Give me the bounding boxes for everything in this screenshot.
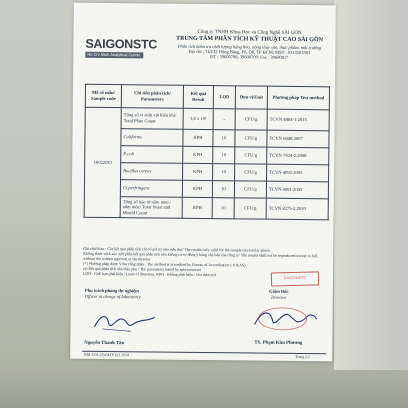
result-cell: 1,6 x 10² <box>183 108 213 129</box>
param-cell: E.coli <box>121 146 183 164</box>
note-line: Ghi chú/Note : Các kết quả phân tích chỉ có giá trị trên mẫu thử/ The results only valid for the sample received at above. <box>83 246 271 253</box>
unit-cell: CFU/g <box>235 147 267 164</box>
header-sample-code: Mã số mẫu/ Sample code <box>85 84 121 107</box>
param-cell: Bacillus cereus <box>121 163 183 181</box>
result-cell: KPH <box>183 146 213 163</box>
method-cell: TCVN 6848:2007 <box>267 130 329 148</box>
method-cell: TCVN 4991:2005 <box>266 181 328 199</box>
sample-code-cell: 10022DO <box>84 107 121 217</box>
header-lod: LOD <box>213 86 235 109</box>
result-cell: KPH <box>182 180 212 197</box>
unit-cell: CFU/g <box>235 130 267 147</box>
method-cell: TCVN 4884-1:2015 <box>267 109 329 131</box>
lod-cell: 10 <box>213 147 235 164</box>
lod-cell: 10 <box>213 130 235 147</box>
note-line: (*) Phương pháp được Vilas công nhận / The method is accredited by Bureau of Accreditation ( VILAS) <box>83 261 246 268</box>
report-document <box>70 3 336 362</box>
director-handwritten-signature <box>248 304 318 335</box>
lod-cell: 10 <box>213 164 235 181</box>
param-cell: Cl.perfringens <box>120 180 182 198</box>
unit-cell: CFU/g <box>234 181 266 198</box>
header-parameters: Chỉ tiêu phân tích/ Parameters <box>121 85 183 109</box>
header-unit: Đơn vị/Unit <box>235 86 267 109</box>
form-code: BM 23/A.(T)/04.(V1)/1.2014 <box>84 352 129 358</box>
approval-stamp: SAIGONSTC <box>271 271 319 286</box>
lab-officer-subtitle: Officer in charge of laboratory <box>84 293 141 299</box>
note-line: LOD : Giới hạn phát hiện / Limit of detection; KPH : Không phát hiện / Not detected <box>83 271 216 278</box>
note-line: Không được trích sao một phần kết quả phân tích nếu không có sự đồng ý bằng văn bản của công ty/ The results shall not be reproduced except in full, without the written approval of the director <box>83 251 318 262</box>
param-cell: Tổng số bào tử nấm men - nấm mốc/ Total Yeast and Mould Count <box>120 197 182 219</box>
header-method: Phương pháp Test method <box>267 86 329 110</box>
result-cell: KPH <box>183 129 213 146</box>
unit-cell: CFU/g <box>235 109 267 130</box>
page-number: Trang 2/2 <box>295 354 310 360</box>
lod-cell: - <box>213 109 235 130</box>
unit-cell: CFU/g <box>235 164 267 181</box>
service-description: Phân tích kiểm tra chất lượng hàng hóa, nông thủy sản, thực phẩm, môi trường <box>177 43 322 51</box>
result-cell: KPH <box>183 163 213 180</box>
address-line: Địa chỉ : 743/32 Hồng Bàng, P6, Q6, TP HCM; MST : 0313503383 <box>188 48 311 56</box>
result-cell: KPH <box>182 197 212 218</box>
method-cell: TCVN 8275-2:2010 <box>266 198 328 220</box>
director-title: Giám Đốc <box>269 288 289 294</box>
header-result: Kết quả Result <box>183 85 213 108</box>
logo-text: SAIGONSTC <box>85 36 158 52</box>
param-cell: Tổng số vi sinh vật hiếu khí/ Total Plate Count <box>121 108 183 130</box>
table-row <box>84 196 328 220</box>
company-logo <box>85 36 158 64</box>
lod-cell: 10 <box>212 198 234 219</box>
director-signature-block <box>231 288 327 300</box>
method-cell: TCVN 4992:2005 <box>267 164 329 182</box>
lab-officer-name: Nguyễn Thanh Tân <box>84 340 125 347</box>
background-surface <box>0 370 408 408</box>
method-cell: TCVN 7924-2:2008 <box>267 147 329 165</box>
phone-line: ĐT : 39600708, 39600709; Fax : 39600817 <box>210 54 289 60</box>
table-header-row <box>85 84 329 110</box>
background-wall <box>334 0 408 408</box>
director-name: TS. Phạm Kim Phương <box>254 340 303 347</box>
center-name: TRUNG TÂM PHÂN TÍCH KỸ THUẬT CAO SÀI GÒN <box>175 35 323 44</box>
logo-tagline: Ho Chi Minh Analytical Center <box>85 52 143 59</box>
lab-officer-handwritten-signature <box>90 309 160 336</box>
lod-cell: 10 <box>212 181 234 198</box>
results-table <box>84 84 330 221</box>
param-cell: Coliforms <box>121 129 183 147</box>
note-line: (a) Kết quả phân tích nhà thầu phụ / The parameters tested by subcontractor <box>83 266 202 272</box>
lab-officer-signature-block <box>85 288 195 300</box>
company-name: Công ty TNHH Khoa Học và Công Nghệ SÀI GÒN <box>197 29 302 37</box>
table-row <box>85 107 329 131</box>
unit-cell: CFU/g <box>234 198 266 219</box>
lab-officer-title: Phụ trách phòng thí nghiệm <box>84 287 139 294</box>
director-subtitle: Director <box>271 294 287 300</box>
